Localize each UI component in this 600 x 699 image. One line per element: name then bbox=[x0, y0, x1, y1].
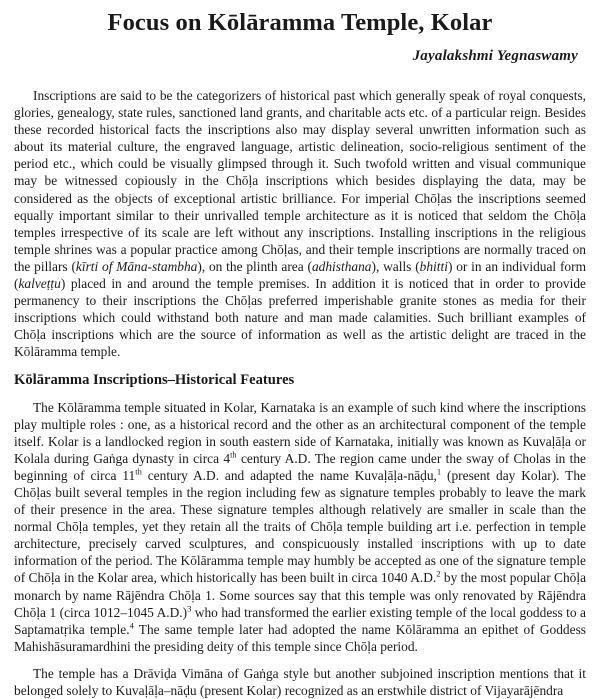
architecture-paragraph: The temple has a Drāviḍa Vimāna of Gaṅga style but another subjoined inscription mentions that it belonged solely to Kuvaḷāḷa–nāḍu (present Kolar) recognized as an erstwhile district of Vijayarājēndra bbox=[14, 665, 586, 698]
italic-term: kalveṭṭu bbox=[18, 276, 61, 292]
history-paragraph: The Kōlāramma temple situated in Kolar, Karnataka is an example of such kind where the inscriptions play multiple roles : one, as a historical record and the other as an architectural component of the temple itself. Kolar is a landlocked region in south eastern side of Karnataka, initially was known as Kuvaḷāḷa or Kolala during Gaṅga dynasty in circa 4th century A.D. The region came under the sway of Cholas in the beginning of circa 11th century A.D. and adapted the name Kuvaḷāḷa-nāḍu,$^1$ (present day Kolar). The Chōḷas built several temples in the region including few as signature temples probably to leave the mark of their presence in the area. These signature temples although relatively are smaller in scale than the normal Chōḷa temples, yet they retain all the traits of Chōḷa temple building art i.e. perfection in temple architecture, precisely carved sculptures, and conspicuously installed inscriptions with up to date information of the period. The Kōlāramma temple may humbly be accepted as one of the signature temple of Chōḷa in the Kolar area, which historically has been built in circa 1040 A.D.$^2$ by the most popular Chōḷa monarch by name Rājēndra Chōḷa 1. Some sources say that this temple was only renovated by Rājēndra Chōḷa 1 (circa 1012–1045 A.D.)$^3$ who had transformed the earlier existing temple of the local goddess to a Saptamatṛika temple.$^4$ The same temple later had adopted the name Kōlāramma an epithet of Goddess Mahishāsuramardhini the presiding deity of this temple since Chōḷa period. bbox=[14, 399, 587, 654]
italic-term: bhitti bbox=[419, 258, 448, 274]
italic-term: kīrti of Māna-stambha bbox=[75, 258, 198, 274]
author-name: Jayalakshmi Yegnaswamy bbox=[412, 48, 578, 64]
superscript: 4 bbox=[129, 620, 134, 631]
italic-term: adhisthana bbox=[311, 258, 372, 274]
intro-paragraph: Inscriptions are said to be the categorizers of historical past which generally speak of royal conquests, glories, genealogy, state rules, sanctioned land grants, and charitable acts etc. of a particular reign. Besides these recorded historical facts the inscriptions also may display several unwritten information such as about its material culture, the engraved language, artistic delineation, socio-religious sentiment of the period etc., which could be visually glimpsed through it. Such twofold written and visual communique may be witnessed copiously in the Chōḷa inscriptions which besides displaying the data, may be considered as the objects of exceptional artistic brilliance. For imperial Chōḷas the inscriptions seemed equally important similar to their unrivalled temple architecture as it is noticed that seldom the Chōḷa temples irrespective of its scale are left without any inscriptions. Installing inscriptions in the religious temple shrines was a popular practice among Chōḷas, and their temple inscriptions are normally traced on the pillars (kīrti of Māna-stambha), on the plinth area (adhisthana), walls (bhitti) or in an individual form (kalveṭṭu) placed in and around the temple premises. In addition it is noticed that in order to provide permanency to their inscriptions the Chōḷas preferred imperishable granite stones as media for their inscriptions which could withstand both nature and man made calamities. Such brilliant examples of Chōḷa inscriptions which are the source of information as well as the artistic delight are traced in the Kōlāramma temple. bbox=[14, 88, 586, 360]
superscript: th bbox=[135, 466, 142, 477]
section-heading: Kōlāramma Inscriptions–Historical Features bbox=[14, 371, 295, 388]
article-title: Focus on Kōlāramma Temple, Kolar bbox=[107, 9, 493, 36]
superscript: 2 bbox=[436, 568, 441, 579]
superscript: 3 bbox=[187, 603, 192, 614]
superscript: 1 bbox=[436, 466, 442, 477]
superscript: th bbox=[230, 449, 237, 460]
